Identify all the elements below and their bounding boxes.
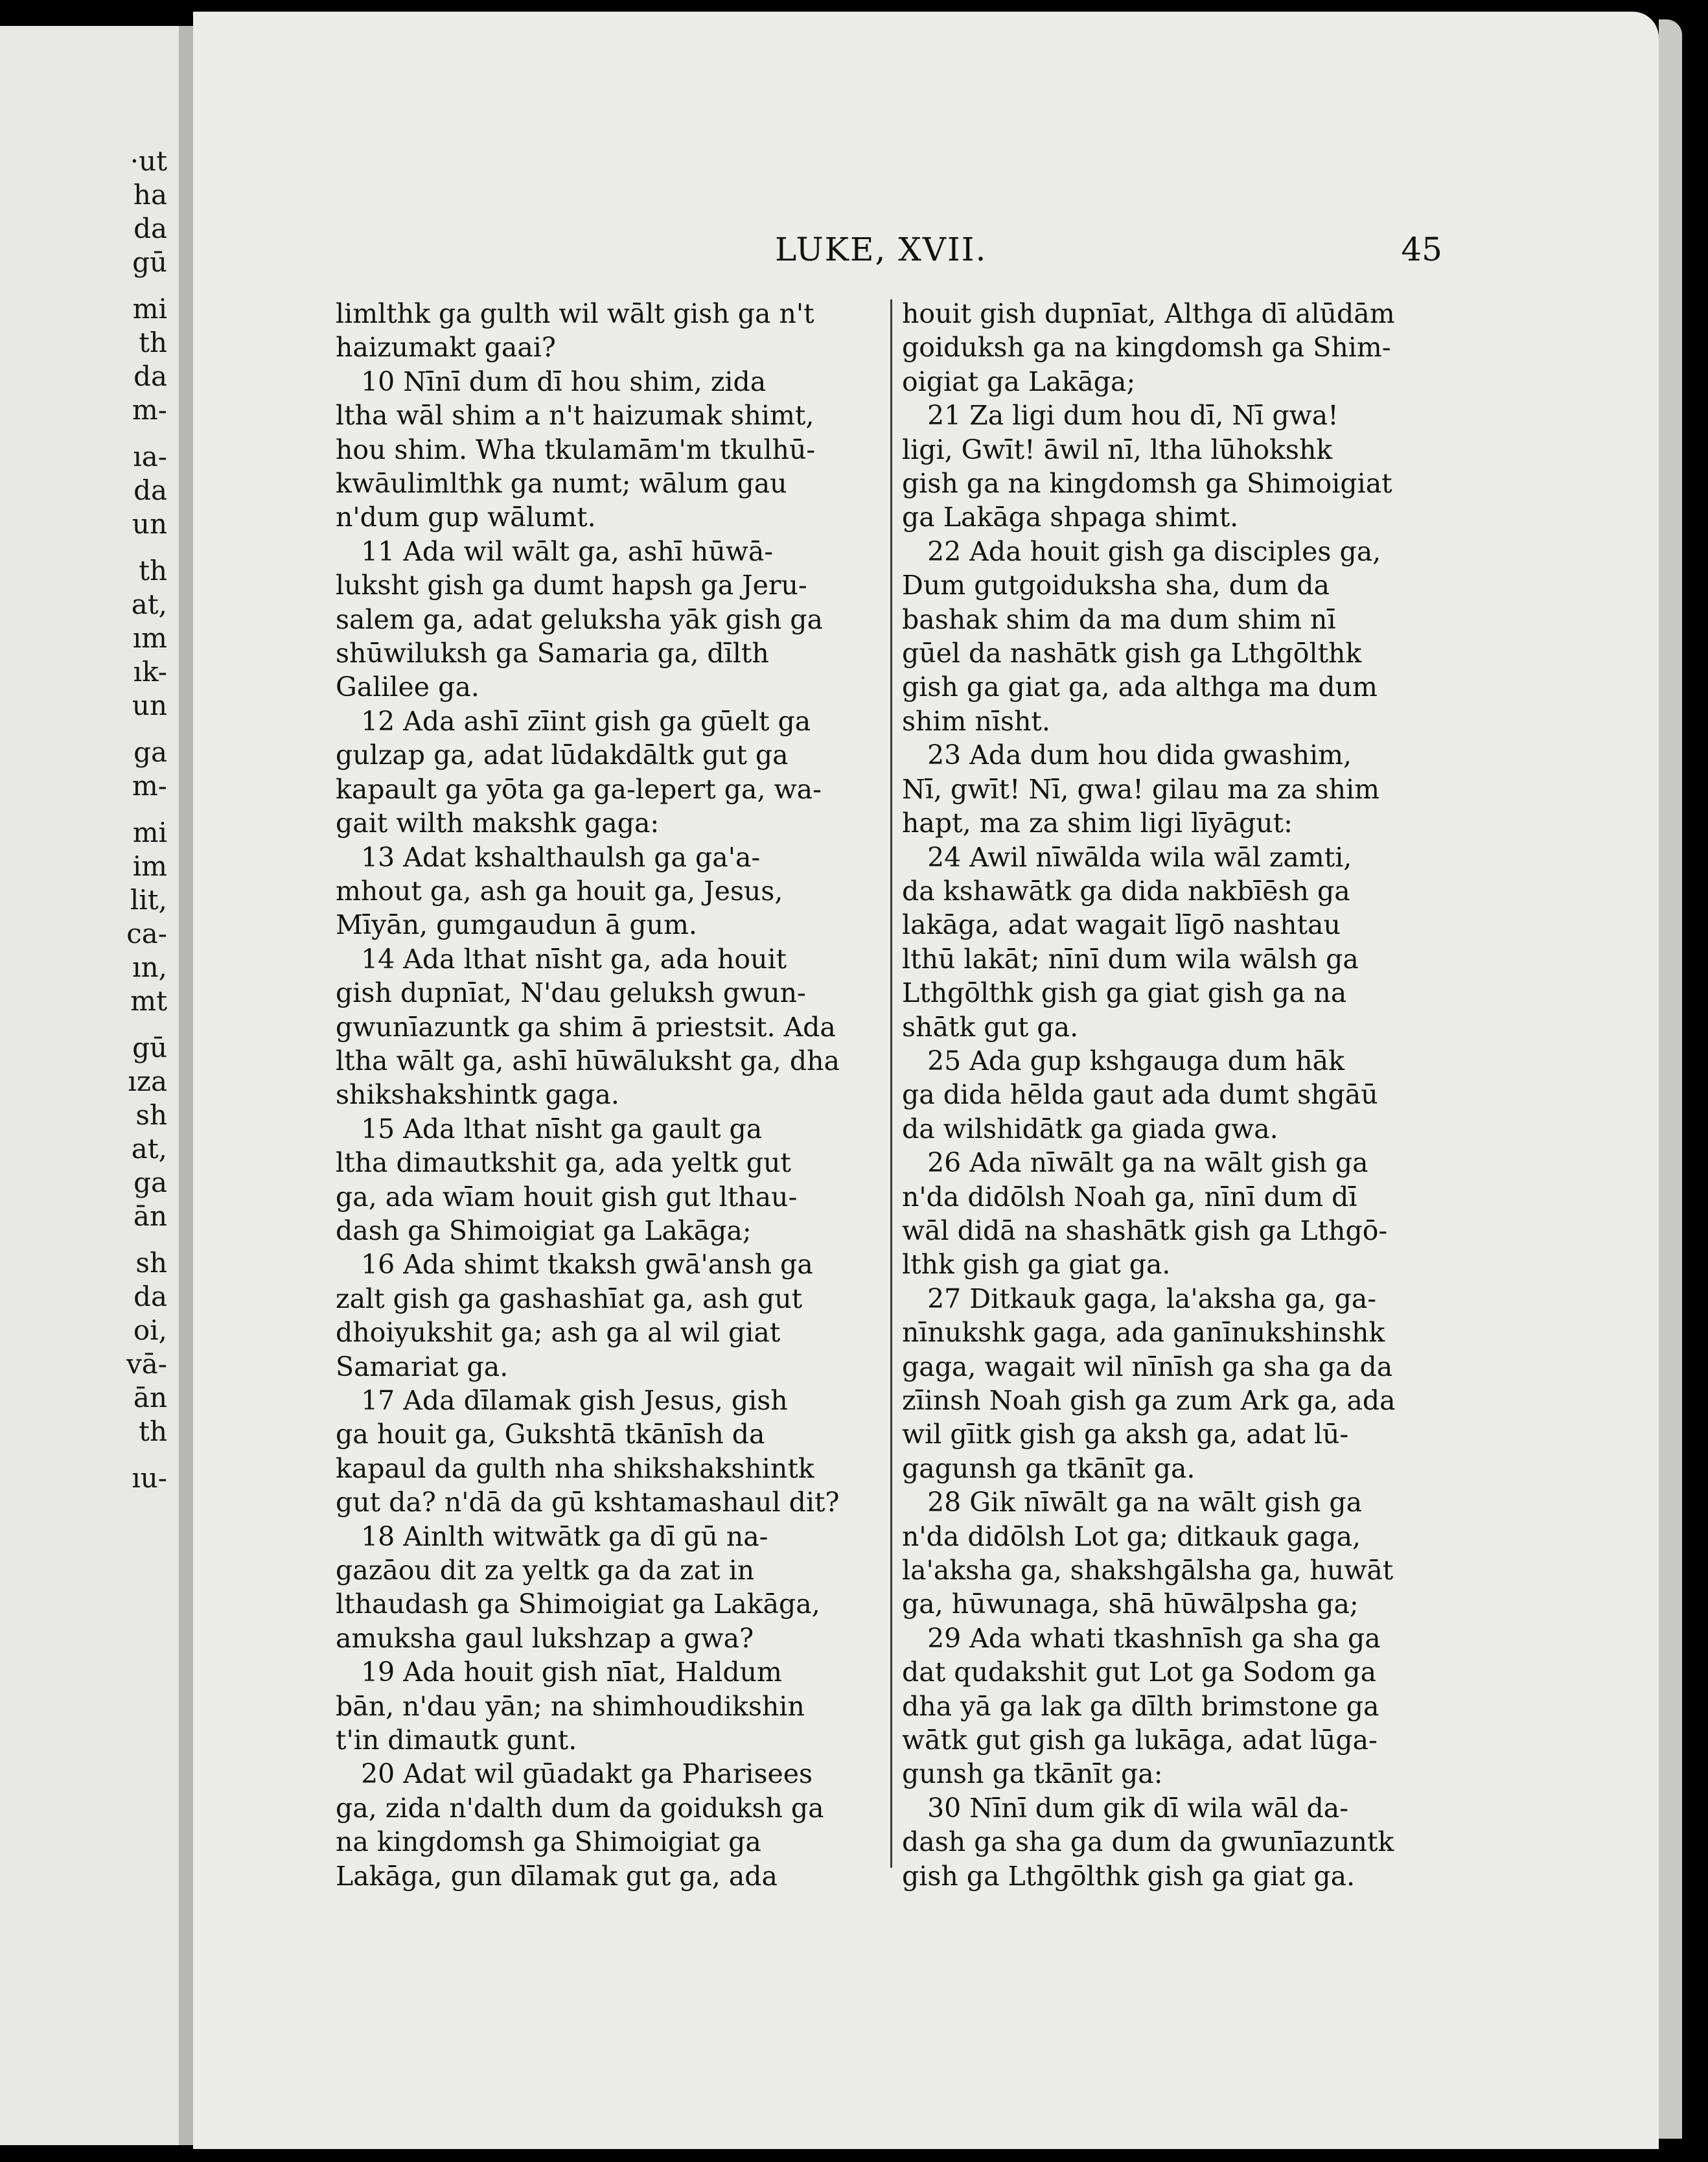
text-line: 27 Ditkauk gaga, la'aksha ga, ga-: [902, 1283, 1377, 1314]
left-page-fragment: un: [132, 508, 167, 540]
text-line: shim nīsht.: [902, 705, 1050, 737]
text-line: Samariat ga.: [336, 1351, 509, 1382]
text-line: kapault ga yōta ga ga-lepert ga, wa-: [336, 773, 822, 805]
left-page-fragment: ān: [133, 1382, 167, 1413]
text-line: luksht gish ga dumt hapsh ga Jeru-: [336, 570, 807, 601]
text-line: 24 Awil nīwālda wila wāl zamti,: [902, 841, 1352, 873]
column-divider: [890, 299, 892, 1868]
left-page-fragment: th: [139, 327, 167, 358]
left-page-fragment: m-: [132, 770, 167, 802]
left-page-fragment: vā-: [126, 1348, 167, 1380]
text-line: ltha wālt ga, ashī hūwāluksht ga, dha: [336, 1045, 840, 1076]
text-line: gish ga Lthgōlthk gish ga giat ga.: [902, 1860, 1356, 1892]
left-page-fragment: ·ut: [130, 145, 167, 177]
text-line: hapt, ma za shim ligi līyāgut:: [902, 808, 1293, 839]
text-line: 13 Adat kshalthaulsh ga ga'a-: [336, 841, 761, 873]
text-line: 22 Ada houit gish ga disciples ga,: [902, 535, 1381, 567]
text-line: 14 Ada lthat nīsht ga, ada houit: [336, 943, 787, 975]
left-page-fragment: da: [133, 360, 167, 392]
text-line: 29 Ada whati tkashnīsh ga sha ga: [902, 1622, 1381, 1654]
left-page-fragment: ıu-: [132, 1462, 167, 1494]
text-line: gaga, wagait wil nīnīsh ga sha ga da: [902, 1351, 1393, 1382]
left-page-fragment: da: [133, 213, 167, 244]
text-line: houit gish dupnīat, Althga dī alūdām: [902, 298, 1395, 329]
text-line: kapaul da gulth nha shikshakshintk: [336, 1452, 814, 1484]
text-line: salem ga, adat geluksha yāk gish ga: [336, 603, 823, 635]
text-line: mhout ga, ash ga houit ga, Jesus,: [336, 875, 783, 907]
text-line: 20 Adat wil gūadakt ga Pharisees: [336, 1758, 813, 1790]
left-page-fragment: lit,: [130, 884, 167, 916]
text-line: 25 Ada gup kshgauga dum hāk: [902, 1045, 1344, 1076]
left-page-fragment: mi: [132, 293, 167, 325]
left-page-fragment: ıza: [128, 1065, 167, 1097]
text-line: ltha dimautkshit ga, ada yeltk gut: [336, 1147, 791, 1179]
text-line: wātk gut gish ga lukāga, adat lūga-: [902, 1725, 1378, 1756]
text-line: gagunsh ga tkānīt ga.: [902, 1452, 1195, 1484]
text-line: ga, ada wīam houit gish gut lthau-: [336, 1181, 798, 1213]
text-line: haizumakt gaai?: [336, 332, 556, 364]
left-page-fragment: mi: [132, 817, 167, 848]
text-line: 28 Gik nīwālt ga na wālt gish ga: [902, 1487, 1363, 1518]
text-line: oigiat ga Lakāga;: [902, 366, 1136, 397]
left-page-fragment: ın,: [132, 951, 167, 983]
left-page-fragment: un: [132, 690, 167, 721]
text-line: Galilee ga.: [336, 671, 479, 703]
text-line: gūel da nashātk gish ga Lthgōlthk: [902, 638, 1362, 669]
left-page-fragment: ıa-: [133, 441, 167, 472]
text-line: zalt gish ga gashashīat ga, ash gut: [336, 1283, 803, 1314]
left-page-fragment: mt: [130, 985, 167, 1017]
text-line: lthaudash ga Shimoigiat ga Lakāga,: [336, 1588, 820, 1620]
text-line: shikshakshintk gaga.: [336, 1079, 619, 1111]
left-page-fragment: da: [133, 1281, 167, 1312]
text-line: 19 Ada houit gish nīat, Haldum: [336, 1656, 782, 1688]
text-line: dat qudakshit gut Lot ga Sodom ga: [902, 1656, 1377, 1688]
left-page-fragment: sh: [135, 1099, 167, 1131]
left-page-fragment: th: [139, 1415, 167, 1447]
left-page-fragment: ca-: [126, 918, 167, 949]
text-line: da kshawātk ga dida nakbīēsh ga: [902, 875, 1350, 907]
left-page-fragment: th: [139, 555, 167, 587]
text-line: 26 Ada nīwālt ga na wālt gish ga: [902, 1147, 1368, 1179]
text-line: wāl didā na shashātk gish ga Lthgō-: [902, 1215, 1388, 1246]
text-line: n'da didōlsh Lot ga; ditkauk gaga,: [902, 1520, 1361, 1552]
left-page-fragment: ga: [133, 736, 167, 768]
text-line: Nī, gwīt! Nī, gwa! gilau ma za shim: [902, 773, 1380, 805]
left-page-fragment: sh: [135, 1247, 167, 1279]
text-line: hou shim. Wha tkulamām'm tkulhū-: [336, 434, 816, 465]
facing-page-left-edge: [0, 26, 179, 2145]
text-line: lakāga, adat wagait līgō nashtau: [902, 909, 1341, 941]
running-head-title: LUKE, XVII.: [775, 231, 987, 268]
text-line: Lthgōlthk gish ga giat gish ga na: [902, 977, 1347, 1009]
left-page-fragment: ān: [133, 1200, 167, 1232]
text-line: ltha wāl shim a n't haizumak shimt,: [336, 400, 814, 432]
left-page-fragment: gū: [132, 246, 167, 278]
text-line: gulzap ga, adat lūdakdāltk gut ga: [336, 739, 789, 771]
text-line: zīinsh Noah gish ga zum Ark ga, ada: [902, 1385, 1396, 1416]
text-line: ga, hūwunaga, shā hūwālpsha ga;: [902, 1588, 1359, 1620]
text-line: goiduksh ga na kingdomsh ga Shim-: [902, 332, 1391, 364]
text-line: gait wilth makshk gaga:: [336, 808, 660, 839]
page-edge-shadow: [1659, 19, 1682, 2139]
text-line: shūwiluksh ga Samaria ga, dīlth: [336, 638, 769, 669]
text-line: da wilshidātk ga giada gwa.: [902, 1113, 1278, 1145]
left-page-fragment: da: [133, 474, 167, 506]
text-line: la'aksha ga, shakshgālsha ga, huwāt: [902, 1555, 1394, 1587]
text-line: gunsh ga tkānīt ga:: [902, 1758, 1163, 1790]
text-line: Dum gutgoiduksha sha, dum da: [902, 570, 1330, 601]
left-page-fragment: gū: [132, 1032, 167, 1064]
text-line: dhoiyukshit ga; ash ga al wil giat: [336, 1317, 781, 1349]
text-line: lthū lakāt; nīnī dum wila wālsh ga: [902, 943, 1359, 975]
left-page-fragment: ga: [133, 1167, 167, 1198]
text-line: gazāou dit za yeltk ga da zat in: [336, 1555, 755, 1587]
text-line: 12 Ada ashī zīint gish ga gūelt ga: [336, 705, 811, 737]
text-line: ligi, Gwīt! āwil nī, ltha lūhokshk: [902, 434, 1333, 465]
left-page-fragment: at,: [131, 588, 167, 620]
text-line: Lakāga, gun dīlamak gut ga, ada: [336, 1860, 778, 1892]
text-line: 21 Za ligi dum hou dī, Nī gwa!: [902, 400, 1339, 432]
text-line: kwāulimlthk ga numt; wālum gau: [336, 468, 787, 500]
text-line: 18 Ainlth witwātk ga dī gū na-: [336, 1520, 768, 1552]
text-line: 23 Ada dum hou dida gwashim,: [902, 739, 1352, 771]
text-column-left: [336, 297, 886, 1893]
left-page-fragment: im: [132, 850, 167, 882]
text-line: n'dum gup wālumt.: [336, 502, 596, 533]
text-line: ga dida hēlda gaut ada dumt shgāū: [902, 1079, 1378, 1111]
text-line: gish dupnīat, N'dau geluksh gwun-: [336, 977, 806, 1009]
text-line: lthk gish ga giat ga.: [902, 1249, 1171, 1281]
text-line: wil gīitk gish ga aksh ga, adat lū-: [902, 1419, 1349, 1450]
left-page-fragment: ık-: [133, 656, 167, 688]
text-line: shātk gut ga.: [902, 1011, 1079, 1043]
book-gutter: [179, 26, 193, 2145]
left-page-fragment: ım: [132, 622, 167, 654]
text-line: gish ga giat ga, ada althga ma dum: [902, 671, 1378, 703]
text-line: amuksha gaul lukshzap a gwa?: [336, 1622, 754, 1654]
left-page-fragment: oi,: [133, 1314, 167, 1346]
text-line: bān, n'dau yān; na shimhoudikshin: [336, 1690, 805, 1722]
page-number: 45: [1401, 231, 1442, 268]
left-page-fragment: at,: [131, 1133, 167, 1165]
text-line: 11 Ada wil wālt ga, ashī hūwā-: [336, 535, 774, 567]
text-line: dha yā ga lak ga dīlth brimstone ga: [902, 1690, 1379, 1722]
left-page-fragment: m-: [132, 394, 167, 426]
text-line: 10 Nīnī dum dī hou shim, zida: [336, 366, 767, 397]
text-line: 16 Ada shimt tkaksh gwā'ansh ga: [336, 1249, 813, 1281]
text-line: nīnukshk gaga, ada ganīnukshinshk: [902, 1317, 1385, 1349]
text-line: dash ga Shimoigiat ga Lakāga;: [336, 1215, 752, 1246]
text-line: Mīyān, gumgaudun ā gum.: [336, 909, 697, 941]
text-column-right: [902, 297, 1453, 1893]
text-line: gwunīazuntk ga shim ā priestsit. Ada: [336, 1011, 836, 1043]
text-line: ga houit ga, Gukshtā tkānīsh da: [336, 1419, 765, 1450]
text-line: ga, zida n'dalth dum da goiduksh ga: [336, 1792, 824, 1824]
text-line: na kingdomsh ga Shimoigiat ga: [336, 1826, 761, 1858]
text-line: gut da? n'dā da gū kshtamashaul dit?: [336, 1487, 840, 1518]
text-line: limlthk ga gulth wil wālt gish ga n't: [336, 298, 814, 329]
text-line: 30 Nīnī dum gik dī wila wāl da-: [902, 1792, 1349, 1824]
running-head: [775, 231, 1442, 273]
left-page-fragment: ha: [133, 179, 167, 211]
text-line: gish ga na kingdomsh ga Shimoigiat: [902, 468, 1392, 500]
text-line: n'da didōlsh Noah ga, nīnī dum dī: [902, 1181, 1357, 1213]
text-line: ga Lakāga shpaga shimt.: [902, 502, 1239, 533]
text-line: dash ga sha ga dum da gwunīazuntk: [902, 1826, 1394, 1858]
text-line: t'in dimautk gunt.: [336, 1725, 577, 1756]
text-line: bashak shim da ma dum shim nī: [902, 603, 1336, 635]
text-line: 17 Ada dīlamak gish Jesus, gish: [336, 1385, 788, 1416]
text-line: 15 Ada lthat nīsht ga gault ga: [336, 1113, 763, 1145]
